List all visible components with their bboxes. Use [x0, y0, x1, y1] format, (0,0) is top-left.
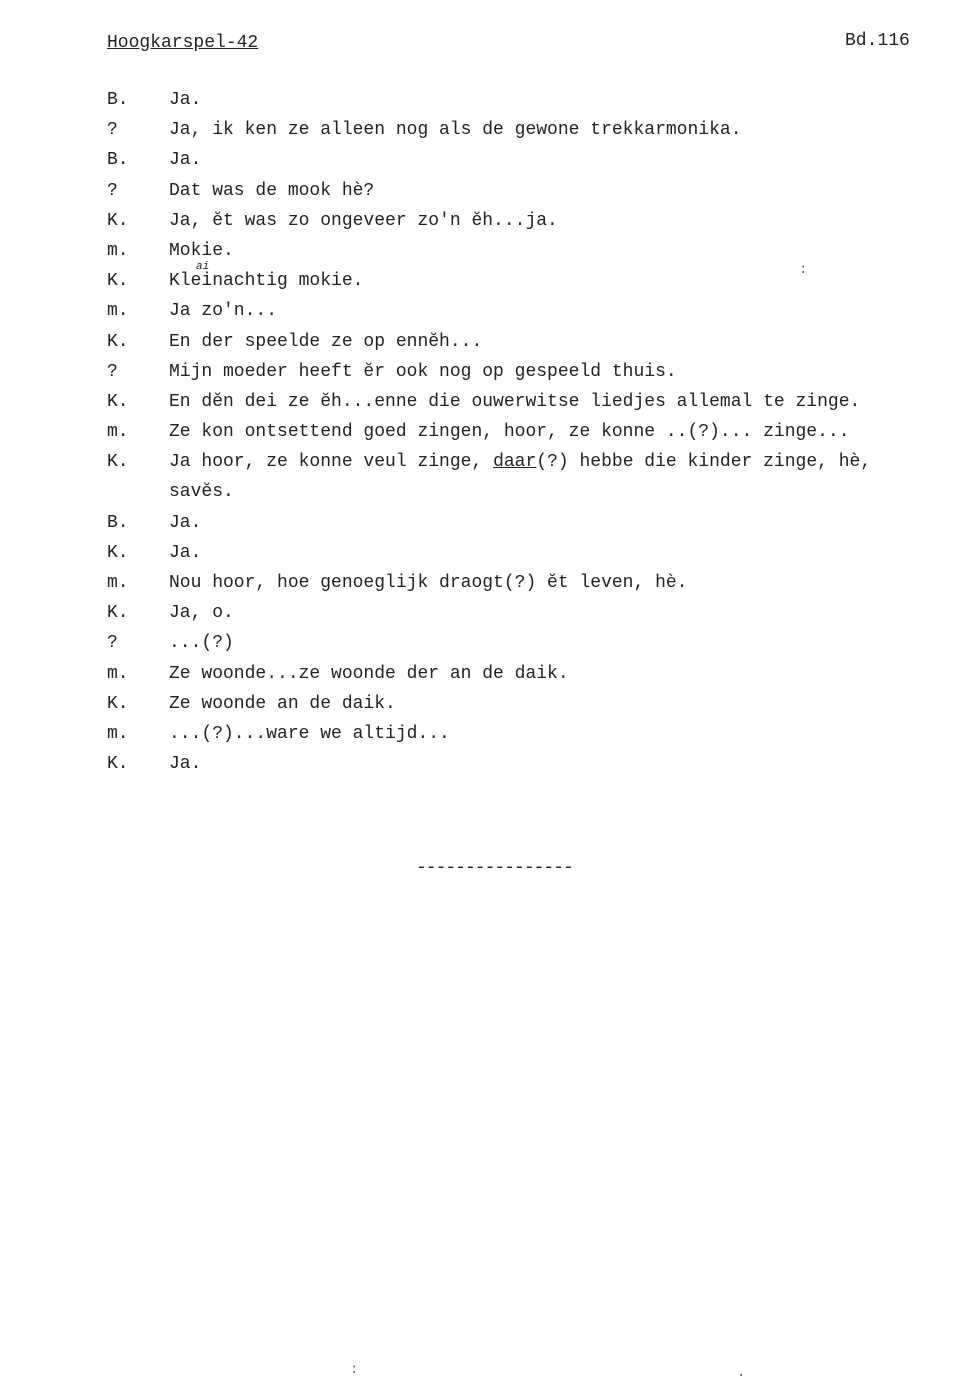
- transcript-line: [107, 568, 977, 598]
- utterance: Mijn moeder heeft ĕr ook nog op gespeeld thuis.: [169, 361, 677, 382]
- utterance: Ja.: [169, 512, 202, 533]
- speaker: B.: [107, 150, 129, 171]
- transcript-line: [107, 85, 977, 115]
- utterance: Ja, ĕt was zo ongeveer zo'n ĕh...ja.: [169, 210, 558, 231]
- transcript-line: [107, 236, 977, 266]
- utterance: Mokie.: [169, 240, 234, 261]
- section-divider: ----------------: [416, 858, 573, 878]
- utterance: Ja.: [169, 150, 202, 171]
- speaker: ?: [107, 120, 118, 141]
- speaker: K.: [107, 542, 129, 563]
- utterance: ...(?): [169, 633, 234, 654]
- speaker: m.: [107, 723, 129, 744]
- transcript-line: [107, 477, 977, 507]
- handwritten-annotation: ai: [196, 261, 210, 274]
- underlined-word: daar: [493, 452, 537, 473]
- transcript-line: [107, 261, 977, 296]
- speaker: m.: [107, 573, 129, 593]
- transcript-line: [107, 447, 977, 477]
- transcript-line: [107, 628, 977, 658]
- speck-mark: :: [799, 262, 808, 278]
- speaker: K.: [107, 693, 129, 714]
- transcript-line: [107, 357, 977, 387]
- speaker: ?: [107, 633, 118, 654]
- utterance: Ja.: [169, 542, 202, 563]
- speaker: m.: [107, 422, 129, 443]
- transcript-line: [107, 749, 977, 779]
- transcript-line: [107, 598, 977, 628]
- speaker: B.: [107, 90, 129, 110]
- utterance: Ja, o.: [169, 603, 234, 624]
- utterance: Ja.: [169, 754, 202, 775]
- utterance-part: Ja hoor, ze konne veul zinge,: [169, 452, 494, 473]
- speaker: K.: [107, 391, 129, 412]
- transcript-line: [107, 719, 977, 749]
- speaker: K.: [107, 754, 129, 775]
- utterance: En dĕn dei ze ĕh...enne die ouwerwitse liedjes allemal te zinge.: [169, 391, 861, 412]
- utterance: Dat was de mook hè?: [169, 180, 375, 201]
- speaker: K.: [107, 331, 129, 352]
- speaker: K.: [107, 210, 129, 231]
- transcript-line: [107, 296, 977, 326]
- utterance: Kleinachtig mokie.: [169, 271, 364, 292]
- utterance: Ze woonde...ze woonde der an de daik.: [169, 663, 569, 684]
- transcript-line: [107, 538, 977, 568]
- transcript-line: [107, 176, 977, 206]
- speaker: B.: [107, 512, 129, 533]
- utterance: Ja zo'n...: [169, 301, 278, 322]
- utterance: [169, 447, 871, 477]
- transcript-line: [107, 206, 977, 236]
- speaker: K.: [107, 603, 129, 624]
- speck-mark: ·: [737, 1368, 746, 1384]
- utterance-part: (?) hebbe die kinder zinge, hè,: [536, 452, 872, 473]
- speaker: m.: [107, 240, 129, 261]
- transcript-line: [107, 659, 977, 689]
- speaker: ?: [107, 180, 118, 201]
- utterance: ...(?)...ware we altijd...: [169, 723, 450, 744]
- utterance: Nou hoor, hoe genoeglijk draogt(?) ĕt leven, hè.: [169, 573, 688, 593]
- transcript: [107, 85, 977, 779]
- transcript-line: [107, 508, 977, 538]
- document-title: Hoogkarspel-42: [107, 33, 259, 53]
- speaker: ?: [107, 361, 118, 382]
- utterance: Ja.: [169, 90, 202, 110]
- speaker: K.: [107, 452, 129, 473]
- utterance: Ja, ik ken ze alleen nog als de gewone trekkarmonika.: [169, 120, 742, 141]
- transcript-line: [107, 689, 977, 719]
- volume-number: Bd.116: [845, 31, 910, 51]
- transcript-line: [107, 327, 977, 357]
- utterance: Ze woonde an de daik.: [169, 693, 396, 714]
- speaker: m.: [107, 301, 129, 322]
- utterance: savĕs.: [169, 482, 234, 503]
- transcript-line: [107, 115, 977, 145]
- speck-mark: :: [350, 1362, 359, 1378]
- utterance: En der speelde ze op ennĕh...: [169, 331, 483, 352]
- speaker: K.: [107, 271, 129, 292]
- transcript-line: [107, 145, 977, 175]
- transcript-line: [107, 387, 977, 417]
- speaker: m.: [107, 663, 129, 684]
- utterance: Ze kon ontsettend goed zingen, hoor, ze konne ..(?)... zinge...: [169, 422, 850, 443]
- transcript-line: [107, 417, 977, 447]
